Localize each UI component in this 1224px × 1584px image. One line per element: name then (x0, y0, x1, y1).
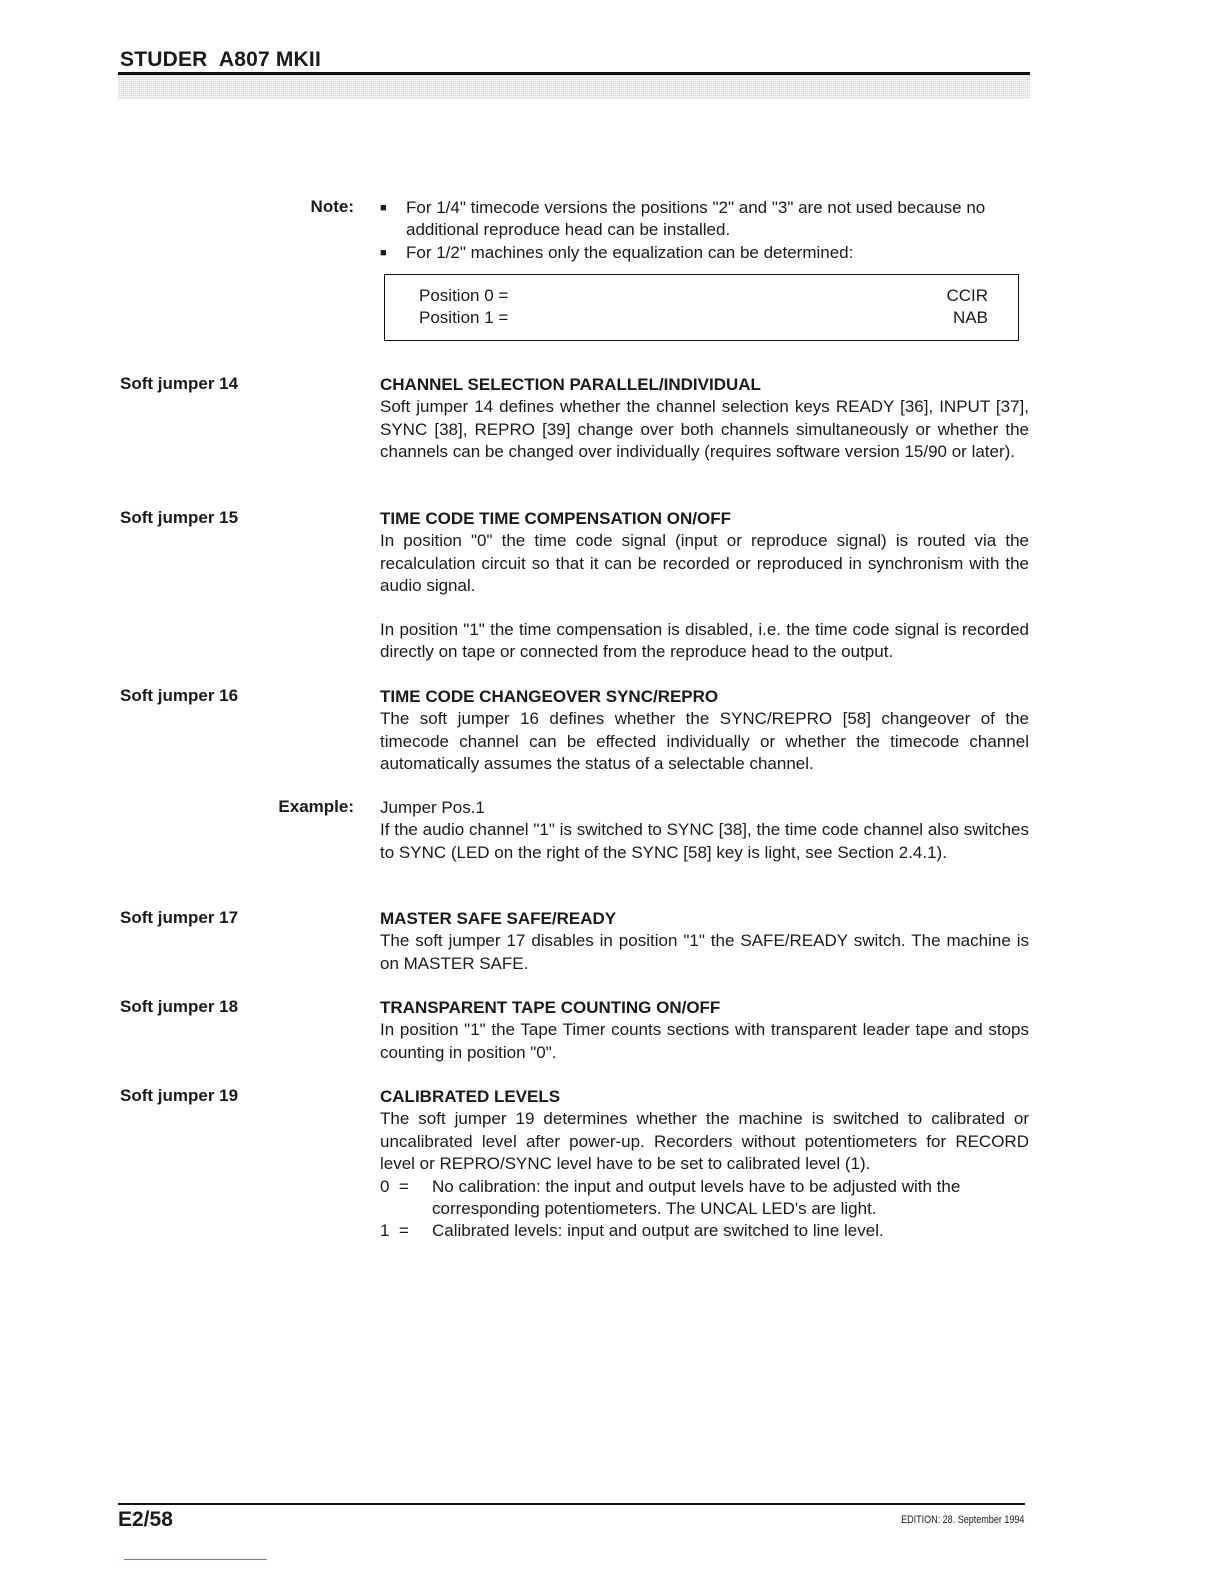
section-title: TIME CODE TIME COMPENSATION ON/OFF (380, 509, 732, 528)
note-bullet-text: For 1/4" timecode versions the positions "2" and "3" are not used because no additional reproduce head can be installed. (406, 198, 986, 240)
soft-jumper-16-section (380, 686, 1029, 776)
section-title: TRANSPARENT TAPE COUNTING ON/OFF (380, 998, 721, 1017)
footer-rule (118, 1503, 1025, 1505)
soft-jumper-19-label: Soft jumper 19 (120, 1086, 239, 1105)
position-value: NAB (953, 308, 988, 327)
section-title: MASTER SAFE SAFE/READY (380, 909, 617, 928)
section-title: CALIBRATED LEVELS (380, 1087, 561, 1106)
note-bullet-list (380, 197, 1030, 264)
section-title: TIME CODE CHANGEOVER SYNC/REPRO (380, 687, 719, 706)
example-label: Example: (278, 797, 354, 816)
definition-key: 1 = (380, 1221, 409, 1241)
soft-jumper-18-label: Soft jumper 18 (120, 997, 239, 1016)
page-number: E2/58 (118, 1508, 173, 1531)
section-text: In position "0" the time code signal (input or reproduce signal) is routed via the recalculation circuit so that it can be recorded or reproduced in synchronism with the audio signal. (380, 531, 1029, 596)
example-line: Jumper Pos.1 (380, 798, 485, 817)
section-text: In position "1" the Tape Timer counts sections with transparent leader tape and stops counting in position "0". (380, 1020, 1029, 1062)
section-text: The soft jumper 19 determines whether the machine is switched to calibrated or uncalibrated level after power-up. Recorders without potentiometers for RECORD level or REPRO/SYNC level have to be set to calibrated level (1). (380, 1109, 1029, 1174)
position-row (419, 285, 988, 307)
position-table-box (384, 274, 1019, 341)
soft-jumper-19-section (380, 1086, 1029, 1243)
section-text: Soft jumper 14 defines whether the channel selection keys READY [36], INPUT [37], SYNC [38], REPRO [39] change over both channels simultaneously or whether the channels can be changed over individually (requires software version 15/90 or later). (380, 397, 1029, 462)
definition-value: Calibrated levels: input and output are switched to line level. (432, 1221, 884, 1241)
list-item (380, 1220, 1029, 1242)
position-key: Position 1 = (419, 308, 509, 327)
definition-key: 0 = (380, 1176, 409, 1196)
definition-value: No calibration: the input and output levels have to be adjusted with the corresponding potentiometers. The UNCAL LED's are light. (432, 1176, 961, 1219)
edition-date: EDITION: 28. September 1994 (900, 1514, 1024, 1526)
note-bullet-text: For 1/2" machines only the equalization can be determined: (406, 242, 854, 262)
soft-jumper-15-label: Soft jumper 15 (120, 508, 239, 527)
soft-jumper-16-label: Soft jumper 16 (120, 686, 239, 705)
bullet-square-icon: ■ (380, 246, 387, 259)
example-text: If the audio channel "1" is switched to SYNC [38], the time code channel also switches to SYNC (LED on the right of the SYNC [58] key is light, see Section 2.4.1). (380, 820, 1029, 862)
position-row (419, 307, 988, 329)
position-key: Position 0 = (419, 286, 509, 305)
soft-jumper-14-section (380, 374, 1029, 464)
note-label: Note: (310, 197, 354, 216)
list-item (380, 197, 1030, 242)
soft-jumper-15-paragraph-2: In position "1" the time compensation is disabled, i.e. the time code signal is recorded directly on tape or connected from the reproduce head to the output. (380, 620, 1029, 662)
list-item (380, 242, 1030, 264)
section-text: The soft jumper 16 defines whether the SYNC/REPRO [58] changeover of the timecode channel can be effected individually or whether the timecode channel automatically assumes the status of a selectable channel. (380, 709, 1029, 774)
soft-jumper-18-section (380, 997, 1029, 1064)
soft-jumper-17-label: Soft jumper 17 (120, 908, 239, 927)
bullet-square-icon: ■ (380, 202, 387, 214)
example-section (380, 797, 1029, 864)
list-item (380, 1176, 1029, 1221)
soft-jumper-14-label: Soft jumper 14 (120, 374, 239, 393)
soft-jumper-15-section (380, 508, 1029, 598)
bottom-underline (124, 1559, 267, 1560)
section-text: The soft jumper 17 disables in position "1" the SAFE/READY switch. The machine is on MASTER SAFE. (380, 931, 1029, 973)
soft-jumper-17-section (380, 908, 1029, 975)
position-value: CCIR (946, 286, 988, 305)
document-header-title: STUDER A807 MKII (120, 48, 321, 71)
header-band (118, 75, 1030, 99)
section-title: CHANNEL SELECTION PARALLEL/INDIVIDUAL (380, 375, 761, 394)
